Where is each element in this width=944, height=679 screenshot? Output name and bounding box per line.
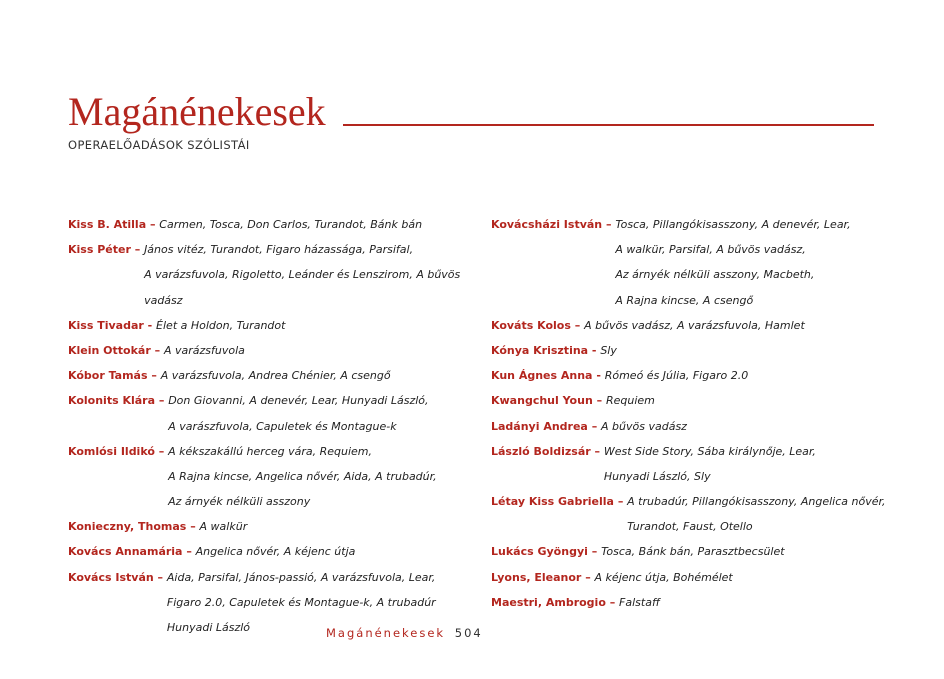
name-separator: – [602,218,616,231]
name-separator: - [143,318,157,332]
singer-entry-continuation [68,262,468,287]
roles-list: A Rajna kincse, Angelica nővér, Aida, A trubadúr, [168,469,437,483]
name-separator: - [592,369,605,383]
roles-list: A varázsfuvola, Andrea Chénier, A csengő [160,369,391,383]
name-separator: – [182,545,196,559]
singer-name: Kóbor Tamás [68,369,148,383]
roles-list: vadász [144,293,183,307]
page-subtitle: OPERAELŐADÁSOK SZÓLISTÁI [68,138,250,152]
roles-list: Falstaff [619,595,660,609]
singer-entry [68,514,468,539]
name-separator: – [581,570,595,584]
name-separator: – [150,343,164,357]
singer-name: László Boldizsár [491,444,591,458]
roles-list: Aida, Parsifal, János-passió, A varázsfuvola, Lear, [166,570,436,584]
singer-name: Kovácsházi István [491,218,603,231]
name-separator: - [588,343,601,357]
roles-list: A Rajna kincse, A csengő [615,293,754,307]
singer-entry [491,313,911,338]
singer-name: Komlósi Ildikó [68,444,155,458]
name-separator: – [570,318,585,332]
name-separator: – [153,570,167,584]
left-column [68,212,468,640]
singer-name: Konieczny, Thomas [68,520,187,534]
singer-entry [491,363,911,388]
roles-list: Rómeó és Júlia, Figaro 2.0 [604,369,749,383]
singer-name: Kováts Kolos [491,318,571,332]
singer-entry [68,338,468,363]
roles-list: Requiem [605,394,655,408]
singer-name: Kwangchul Youn [491,394,593,408]
page-number: 504 [454,626,483,640]
singer-name: Klein Ottokár [68,343,151,357]
singer-entry [491,489,911,514]
name-separator: – [155,394,169,408]
singer-entry [491,565,911,590]
roles-list: Tosca, Bánk bán, Parasztbecsület [601,545,785,559]
roles-list: Hunyadi László [166,621,251,634]
singer-entry [491,414,911,439]
roles-list: A walkür, Parsifal, A bűvös vadász, [615,243,806,257]
name-separator: – [587,419,602,433]
singer-entry [491,539,911,564]
singer-name: Lyons, Eleanor [491,570,582,584]
singer-entry [68,439,468,464]
name-separator: – [587,545,602,559]
singer-name: Ladányi Andrea [491,419,588,433]
singer-entry-continuation [491,262,911,287]
singer-entry [491,212,911,237]
roles-list: A trubadúr, Pillangókisasszony, Angelica nővér, [627,495,886,509]
singer-entry [491,388,911,413]
singer-entry [491,338,911,363]
roles-list: A varázsfuvola, Rigoletto, Leánder és Lenszirom, A bűvös [144,268,461,282]
roles-list: A varázsfuvola [163,343,245,357]
roles-list: A bűvös vadász, A varázsfuvola, Hamlet [584,318,805,332]
singer-entry [68,212,468,237]
roles-list: János vitéz, Turandot, Figaro házassága, Parsifal, [144,243,414,257]
page-footer [326,626,483,640]
singer-entry [68,565,468,590]
name-separator: – [146,218,160,231]
roles-list: A walkür [199,520,248,534]
roles-list: Angelica nővér, A kéjenc útja [195,545,356,559]
name-separator: – [590,444,604,458]
name-separator: – [605,595,620,609]
name-separator: – [154,444,169,458]
roles-list: A kéjenc útja, Bohémélet [594,570,733,584]
singer-name: Kónya Krisztina [491,343,589,357]
singer-name: Kiss Tivadar [68,318,144,332]
roles-list: Sly [600,343,617,357]
title-underline [343,124,874,126]
roles-list: Az árnyék nélküli asszony, Macbeth, [615,268,815,282]
roles-list: A varászfuvola, Capuletek és Montague-k [168,419,397,433]
singer-entry-continuation [68,489,468,514]
roles-list: Hunyadi László, Sly [603,469,711,483]
name-separator: – [613,495,628,509]
name-separator: – [592,394,606,408]
roles-list: Turandot, Faust, Otello [627,520,753,534]
singer-entry-continuation [491,514,911,539]
singer-entry-continuation [68,464,468,489]
singer-name: Kun Ágnes Anna [491,369,593,383]
roles-list: A bűvös vadász [601,419,687,433]
roles-list: Carmen, Tosca, Don Carlos, Turandot, Bánk bán [159,218,423,231]
roles-list: Figaro 2.0, Capuletek és Montague-k, A trubadúr [166,595,436,609]
singer-entry [491,590,911,615]
singer-entry [68,237,468,262]
singer-name: Kiss B. Atilla [68,218,147,231]
singer-entry-continuation [68,590,468,615]
singer-entry-continuation [491,464,911,489]
singer-entry [68,313,468,338]
singer-entry-continuation [68,414,468,439]
roles-list: Az árnyék nélküli asszony [168,495,311,509]
singer-entry [491,439,911,464]
name-separator: – [186,520,200,534]
singer-entry-continuation [491,288,911,313]
name-separator: – [130,243,145,257]
singer-entry-continuation [68,288,468,313]
roles-list: Don Giovanni, A denevér, Lear, Hunyadi László, [168,394,429,408]
roles-list: Tosca, Pillangókisasszony, A denevér, Lear, [615,218,851,231]
singer-name: Kiss Péter [68,243,131,257]
roles-list: West Side Story, Sába királynője, Lear, [603,444,816,458]
roles-list: A kékszakállú herceg vára, Requiem, [168,444,373,458]
footer-title: Magánénekesek [326,626,446,640]
singer-name: Maestri, Ambrogio [491,595,606,609]
singer-entry [68,539,468,564]
singer-name: Kolonits Klára [68,394,156,408]
singer-name: Kovács Annamária [68,545,183,559]
singer-name: Lukács Gyöngyi [491,545,588,559]
name-separator: – [147,369,161,383]
singer-name: Létay Kiss Gabriella [491,495,614,509]
singer-entry-continuation [491,237,911,262]
singer-entry [68,363,468,388]
page-title: Magánénekesek [68,89,326,134]
right-column [491,212,911,615]
singer-name: Kovács István [68,570,154,584]
singer-entry [68,388,468,413]
roles-list: Élet a Holdon, Turandot [156,318,286,332]
